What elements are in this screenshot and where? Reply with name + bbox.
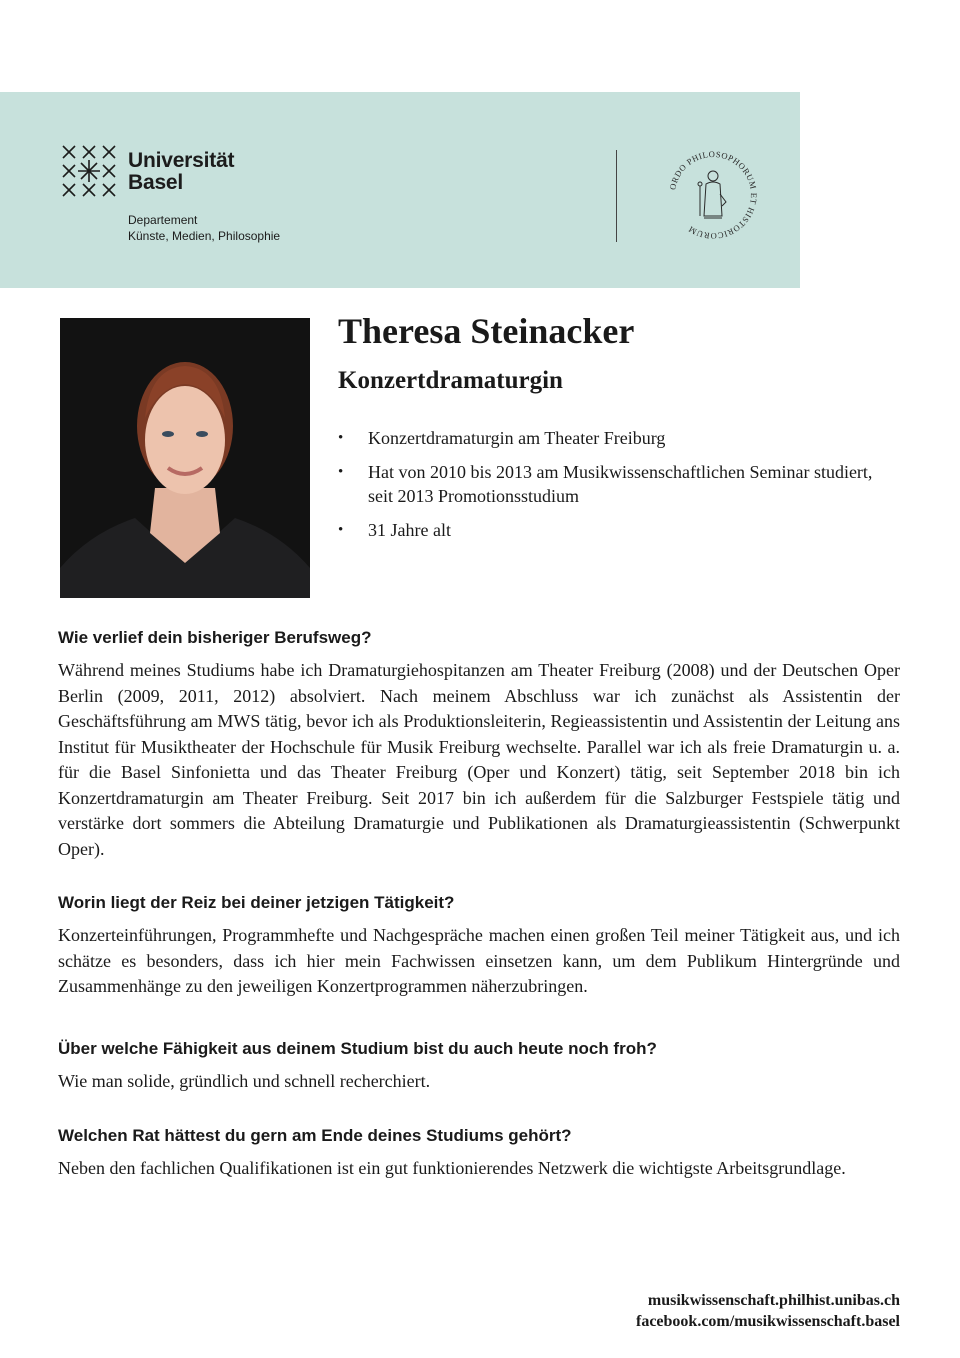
department-line2: Künste, Medien, Philosophie [128,229,281,243]
question-heading: Worin liegt der Reiz bei deiner jetzigen Tätigkeit? [58,893,455,912]
facebook-link[interactable]: facebook.com/musikwissenschaft.basel [635,1313,900,1330]
fact-item: • Hat von 2010 bis 2013 am Musikwissenschaftlichen Seminar studiert, seit 2013 Promotionsstudium [338,460,900,508]
answer-text: Konzerteinführungen, Programmhefte und Nachgespräche machen einen großen Teil meiner Tätigkeit aus, und ich schätze es besonders, dass ich hier mein Fachwissen einsetzen kann, um dem Publikum Hintergründe und Zusammenhänge zu den jeweiligen Konzertprogrammen näherzubringen. [58,925,900,996]
fact-item: • 31 Jahre alt [338,518,900,542]
svg-text:ORDO PHILOSOPHORUM ET HISTORIC: ORDO PHILOSOPHORUM ET HISTORICORUM [667,148,760,242]
portrait-photo [60,318,310,598]
answer-text: Während meines Studiums habe ich Dramaturgiehospitanzen am Theater Freiburg (2008) und der Deutschen Oper Berlin (2009, 2011, 2012) absolviert. Nach meinem Abschluss war ich zunächst als Assistentin der Geschäftsführung am MWS tätig, bevor ich als Produktionsleiterin, Regieassistentin und Assistentin der Leitung ans Institut für Musiktheater der Hochschule für Musik Freiburg wechselte. Parallel war ich als freie Dramaturgin u. a. für die Basel Sinfonietta und das Theater Freiburg (Oper und Konzert) tätig, seit September 2018 bin ich Konzertdramaturgin am Theater Freiburg. Seit 2017 bin ich außerdem für die Salzburger Festspiele tätig und verstärke dort sommers die Abteilung Dramaturgie und Publikationen als Dramaturgieassistentin (Schwerpunkt Oper). [58,660,900,859]
fact-list [338,426,900,552]
question-heading: Über welche Fähigkeit aus deinem Studium bist du auch heute noch froh? [58,1039,657,1058]
website-link[interactable]: musikwissenschaft.philhist.unibas.ch [647,1292,900,1309]
header-divider [616,150,617,242]
qa-block-career [58,628,900,862]
university-logo-icon [60,143,118,199]
university-name-line1: Universität [128,149,235,172]
qa-block-skills [58,1039,900,1095]
question-heading: Welchen Rat hättest du gern am Ende deines Studiums gehört? [58,1126,572,1145]
person-role: Konzertdramaturgin [338,367,563,394]
question-heading: Wie verlief dein bisheriger Berufsweg? [58,628,372,647]
answer-text: Wie man solide, gründlich und schnell recherchiert. [58,1071,431,1091]
answer-text: Neben den fachlichen Qualifikationen ist ein gut funktionierendes Netzwerk die wichtigste Arbeitsgrundlage. [58,1158,846,1178]
department-name [128,212,280,244]
fact-item: • Konzertdramaturgin am Theater Freiburg [338,426,900,450]
department-line1: Departement [128,213,198,227]
faculty-seal-icon [664,146,762,244]
university-name-line2: Basel [128,171,184,194]
qa-block-advice [58,1126,900,1182]
university-name [128,150,234,194]
person-name: Theresa Steinacker [338,311,635,351]
qa-block-appeal [58,893,900,1000]
footer-links [636,1290,900,1332]
